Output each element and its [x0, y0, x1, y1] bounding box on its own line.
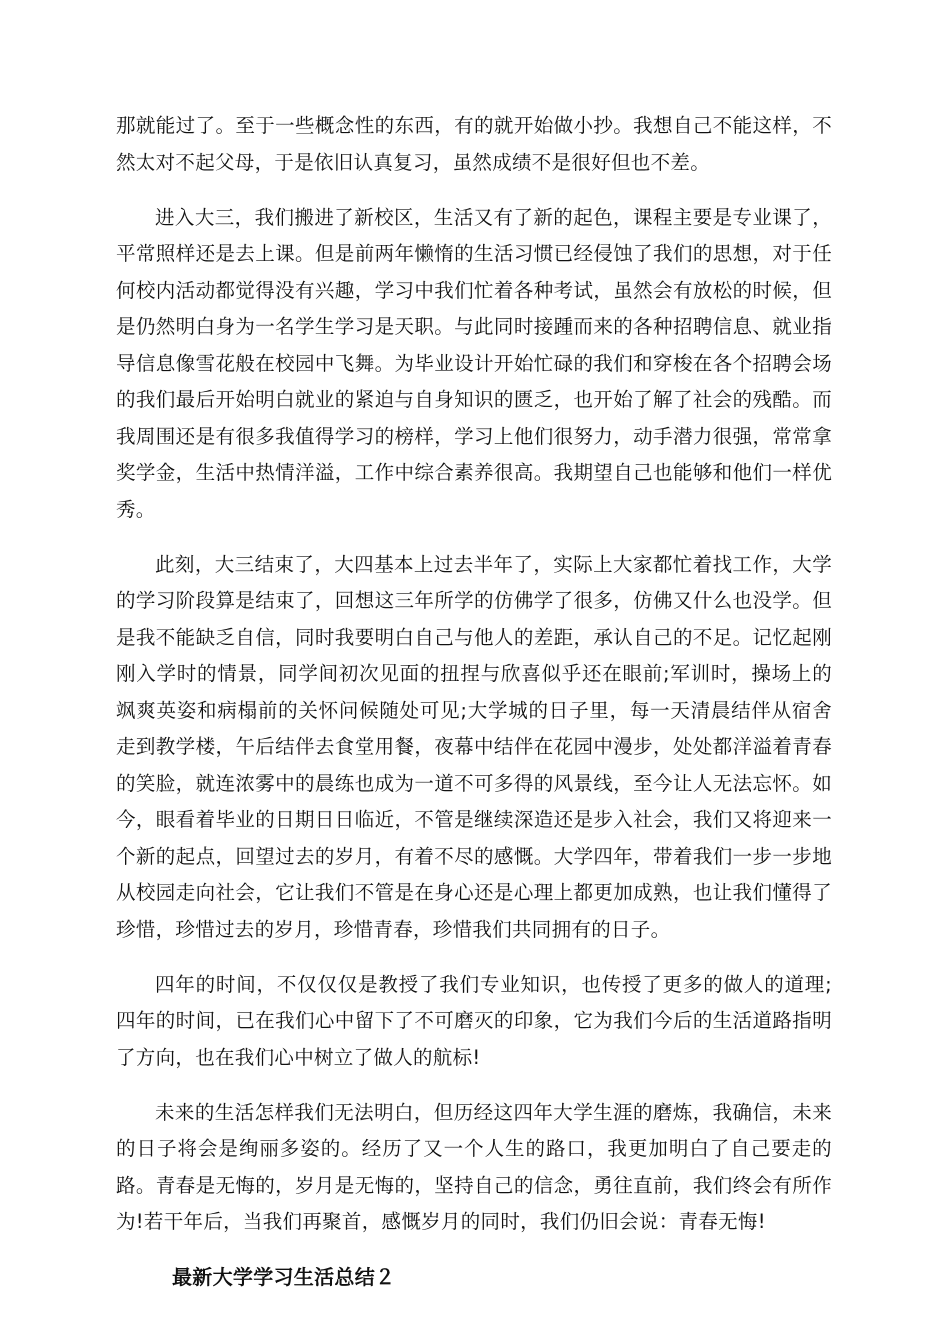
document-body: [116, 108, 832, 1295]
section-heading: 最新大学学习生活总结２: [172, 1265, 396, 1289]
paragraph-future: 未来的生活怎样我们无法明白，但历经这四年大学生涯的磨炼，我确信，未来的日子将会是绚丽多姿的。经历了又一个人生的路口，我更加明白了自己要走的路。青春是无悔的，岁月是无悔的，坚持自己的信念，勇往直前，我们终会有所作为!若干年后，当我们再聚首，感慨岁月的同时，我们仍旧会说：青春无悔!: [116, 1100, 832, 1233]
paragraph-junior-year: 进入大三，我们搬进了新校区，生活又有了新的起色，课程主要是专业课了，平常照样还是去上课。但是前两年懒惰的生活习惯已经侵蚀了我们的思想，对于任何校内活动都觉得没有兴趣，学习中我们忙着各种考试，虽然会有放松的时候，但是仍然明白身为一名学生学习是天职。与此同时接踵而来的各种招聘信息、就业指导信息像雪花般在校园中飞舞。为毕业设计开始忙碌的我们和穿梭在各个招聘会场的我们最后开始明白就业的紧迫与自身知识的匮乏，也开始了解了社会的残酷。而我周围还是有很多我值得学习的榜样，学习上他们很努力，动手潜力很强，常常拿奖学金，生活中热情洋溢，工作中综合素养很高。我期望自己也能够和他们一样优秀。: [116, 205, 832, 521]
paragraph-continuation: 那就能过了。至于一些概念性的东西，有的就开始做小抄。我想自己不能这样，不然太对不起父母，于是依旧认真复习，虽然成绩不是很好但也不差。: [116, 114, 832, 174]
paragraph-senior-year: 此刻，大三结束了，大四基本上过去半年了，实际上大家都忙着找工作，大学的学习阶段算是结束了，回想这三年所学的仿佛学了很多，仿佛又什么也没学。但是我不能缺乏自信，同时我要明白自己与他人的差距，承认自己的不足。记忆起刚刚入学时的情景，同学间初次见面的扭捏与欣喜似乎还在眼前;军训时，操场上的飒爽英姿和病榻前的关怀问候随处可见;大学城的日子里，每一天清晨结伴从宿舍走到教学楼，午后结伴去食堂用餐，夜幕中结伴在花园中漫步，处处都洋溢着青春的笑脸，就连浓雾中的晨练也成为一道不可多得的风景线，至今让人无法忘怀。如今，眼看着毕业的日期日日临近，不管是继续深造还是步入社会，我们又将迎来一个新的起点，回望过去的岁月，有着不尽的感慨。大学四年，带着我们一步一步地从校园走向社会，它让我们不管是在身心还是心理上都更加成熟，也让我们懂得了珍惜，珍惜过去的岁月，珍惜青春，珍惜我们共同拥有的日子。: [116, 552, 832, 941]
paragraph-four-years: 四年的时间，不仅仅仅是教授了我们专业知识，也传授了更多的做人的道理;四年的时间，已在我们心中留下了不可磨灭的印象，它为我们今后的生活道路指明了方向，也在我们心中树立了做人的航标!: [116, 972, 832, 1069]
